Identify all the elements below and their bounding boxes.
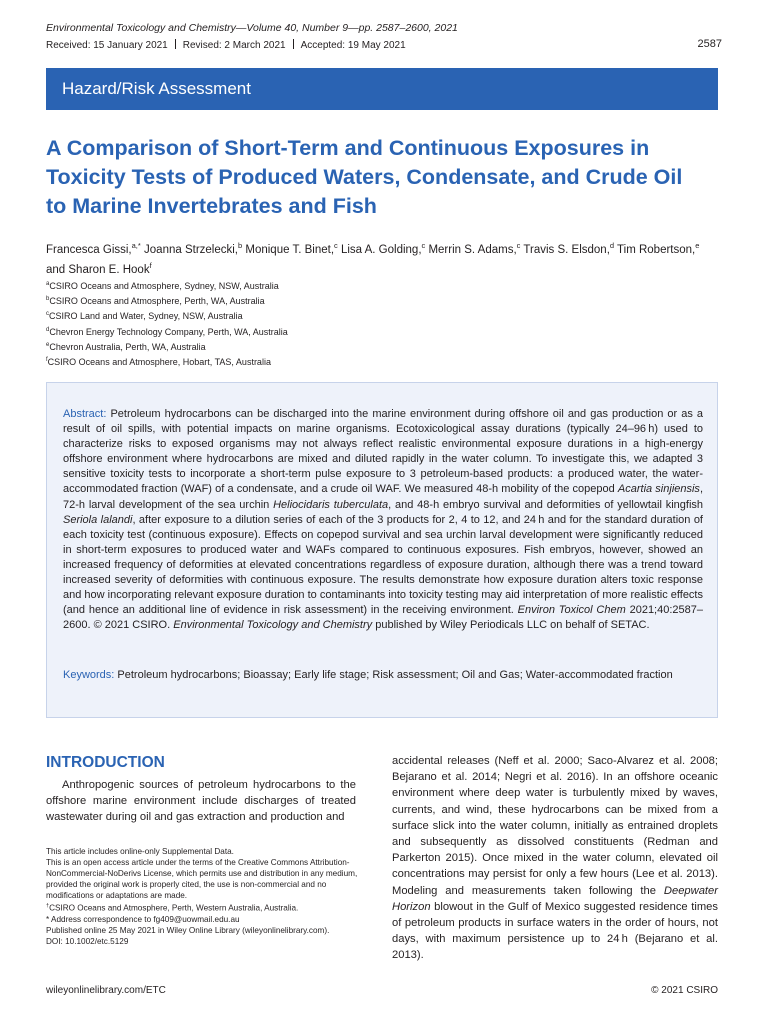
footnote-mark: † bbox=[46, 903, 50, 910]
author-name: Travis S. Elsdon, bbox=[520, 243, 610, 256]
footer-url: wileyonlinelibrary.com/ETC bbox=[46, 985, 166, 996]
abstract-segment: published by Wiley Periodicals LLC on behalf of SETAC. bbox=[372, 619, 650, 632]
author-name: Joanna Strzelecki, bbox=[140, 243, 238, 256]
author-name: Lisa A. Golding, bbox=[337, 243, 422, 256]
author-name: Francesca Gissi, bbox=[46, 243, 132, 256]
page-number: 2587 bbox=[697, 38, 722, 50]
affiliation bbox=[46, 339, 288, 354]
received-date: Received: 15 January 2021 bbox=[46, 40, 168, 51]
author-affiliation-mark: b bbox=[238, 241, 243, 250]
author-name: Monique T. Binet, bbox=[242, 243, 335, 256]
paragraph-segment: blowout in the Gulf of Mexico suggested residence times of petroleum products in surface waters in the order of hours, not days, with maximum persistence up to 24 h (Bejarano et al. 2013). bbox=[392, 900, 718, 962]
affiliation bbox=[46, 354, 288, 369]
citation-journal-name: Environmental Toxicology and Chemistry bbox=[173, 619, 373, 632]
affiliation-mark: f bbox=[46, 357, 48, 364]
accepted-date: Accepted: 19 May 2021 bbox=[300, 40, 406, 51]
affiliation-mark: b bbox=[46, 296, 50, 303]
author-affiliation-mark: e bbox=[695, 241, 700, 250]
affiliation-text: CSIRO Oceans and Atmosphere, Sydney, NSW, Australia bbox=[49, 281, 279, 291]
author-affiliation-mark: c bbox=[421, 241, 426, 250]
affiliation bbox=[46, 278, 288, 293]
abstract-segment: , after exposure to a dilution series of each of the 3 products for 2, 4 to 12, and 24 h and for the standard duration of each toxicity test (continuous exposure). Effects on copepod survival and sea urchin larval development were significantly reduced in short-term exposures to produced water and WAFs compared to continuous exposures. Fish embryos, however, showed an increased frequency of deformities at elevated concentrations regardless of exposure duration, although there was a trend toward increased severity of deformities with continuous exposure. The results demonstrate how exposure duration alters toxic response and how incorporating relevant exposure duration to contaminants into toxicity testing may aid interpretation of more realistic effects (and hence an additional line of evidence in risk assessment) in the receiving environment. bbox=[63, 513, 703, 617]
abstract-segment: , 72-h larval development of the sea urchin bbox=[63, 483, 703, 511]
introduction-right-paragraph bbox=[392, 753, 718, 964]
section-banner bbox=[46, 68, 718, 110]
doi: DOI: 10.1002/etc.5129 bbox=[46, 937, 129, 947]
revised-date: Revised: 2 March 2021 bbox=[182, 40, 286, 51]
abstract-label: Abstract: bbox=[63, 408, 107, 420]
affiliation-text: CSIRO Oceans and Atmosphere, Hobart, TAS, Australia bbox=[47, 357, 271, 368]
affiliation-list bbox=[46, 278, 288, 369]
author-name: and Sharon E. Hook bbox=[46, 263, 150, 276]
author-affiliation-mark: f bbox=[149, 260, 152, 270]
correspondence-address: * Address correspondence to fg409@uowmail.edu.au bbox=[46, 915, 240, 925]
keywords-text: Petroleum hydrocarbons; Bioassay; Early life stage; Risk assessment; Oil and Gas; Water-accommodated fraction bbox=[114, 669, 673, 681]
affiliation bbox=[46, 324, 288, 339]
section-banner-label: Hazard/Risk Assessment bbox=[62, 79, 251, 98]
species-name: Heliocidaris tuberculata bbox=[273, 498, 389, 511]
affiliation-mark: e bbox=[46, 341, 50, 348]
species-name: Acartia sinjiensis bbox=[617, 483, 700, 496]
footnote: This article includes online-only Supplemental Data. bbox=[46, 847, 234, 856]
affiliation-mark: c bbox=[46, 311, 49, 318]
species-name: Seriola lalandi bbox=[63, 513, 133, 526]
paragraph-segment: accidental releases (Neff et al. 2000; Saco-Alvarez et al. 2008; Bejarano et al. 2014; Negri et al. 2016). In an offshore oceanic environment where deep water is turbulently mixed by waves, currents, and wind, these hydrocarbons can be mixed from a surface slick into the water column, initially as entrained droplets and subsequently as dissolved constituents (Redman and Parkerton 2015). Once mixed in the water column, elevated oil concentrations may persist for only a few hours (Lee et al. 2013). Modeling and measurements taken following the bbox=[392, 755, 718, 897]
affiliation-mark: a bbox=[46, 281, 50, 287]
abstract-segment: 2021;40:2587–2600. © 2021 CSIRO. bbox=[63, 604, 703, 632]
event-name: Deepwater Horizon bbox=[392, 884, 718, 913]
affiliation-text: Chevron Australia, Perth, WA, Australia bbox=[49, 341, 206, 352]
affiliation-text: Chevron Energy Technology Company, Perth, WA, Australia bbox=[49, 326, 288, 337]
author-name: Merrin S. Adams, bbox=[425, 243, 517, 256]
citation-journal: Environ Toxicol Chem bbox=[517, 604, 626, 617]
keywords-label: Keywords: bbox=[63, 669, 115, 681]
affiliation-text: CSIRO Land and Water, Sydney, NSW, Australia bbox=[49, 311, 243, 322]
footnote bbox=[46, 901, 366, 914]
footer-copyright: © 2021 CSIRO bbox=[651, 985, 718, 996]
introduction-heading: INTRODUCTION bbox=[46, 754, 165, 771]
author-affiliation-mark: c bbox=[334, 241, 338, 250]
author-name: Tim Robertson, bbox=[614, 243, 696, 256]
footnotes bbox=[46, 846, 366, 948]
affiliation-text: CSIRO Oceans and Atmosphere, Perth, WA, Australia bbox=[49, 296, 265, 307]
affiliation bbox=[46, 308, 288, 323]
date-separator bbox=[175, 39, 176, 49]
author-affiliation-mark: d bbox=[609, 241, 615, 250]
publication-info: Published online 25 May 2021 in Wiley Online Library (wileyonlinelibrary.com). bbox=[46, 926, 330, 936]
author-list bbox=[46, 238, 726, 278]
article-title: A Comparison of Short-Term and Continuous Exposures in Toxicity Tests of Produced Waters, Condensate, and Crude Oil to Marine Invertebrates and Fish bbox=[46, 136, 683, 218]
author-affiliation-mark: c bbox=[516, 241, 521, 250]
article-dates bbox=[46, 39, 406, 51]
keywords bbox=[63, 669, 703, 681]
abstract-text bbox=[63, 407, 703, 633]
abstract-box bbox=[46, 382, 718, 718]
date-separator bbox=[293, 39, 294, 49]
abstract-segment: , and 48-h embryo survival and deformities of yellowtail kingfish bbox=[388, 498, 704, 511]
journal-citation: Environmental Toxicology and Chemistry—Volume 40, Number 9—pp. 2587–2600, 2021 bbox=[46, 22, 458, 34]
introduction-left-paragraph: Anthropogenic sources of petroleum hydrocarbons to the offshore marine environment include discharges of treated wastewater during oil and gas extraction and production and bbox=[46, 779, 356, 824]
author-affiliation-mark: a,* bbox=[131, 241, 141, 250]
abstract-segment: Petroleum hydrocarbons can be discharged into the marine environment during offshore oil and gas production or as a result of oil spills, with potential impacts on marine organisms. Ecotoxicological assay durations (typically 24–96 h) used to characterize risks to exposed organisms may not always reflect realistic environmental exposure durations in a high-energy offshore environment where hydrocarbons are mixed and diluted rapidly in the water column. To investigate this, we adapted 3 sensitive toxicity tests to incorporate a short-term pulse exposure to 3 petroleum-based products: a produced water, the water-accommodated fraction (WAF) of a condensate, and a crude oil WAF. We measured 48-h mobility of the copepod bbox=[63, 408, 703, 496]
footnote-license: This is an open access article under the terms of the Creative Commons Attribution-NonCommercial-NoDerivs License, which permits use and distribution in any medium, provided the original work is properly cited, the use is non-commercial and no modifications or adaptations are made. bbox=[46, 858, 358, 901]
affiliation-mark: d bbox=[46, 326, 50, 333]
footnote-text: CSIRO Oceans and Atmosphere, Perth, Western Australia, Australia. bbox=[49, 904, 299, 914]
affiliation bbox=[46, 293, 288, 308]
